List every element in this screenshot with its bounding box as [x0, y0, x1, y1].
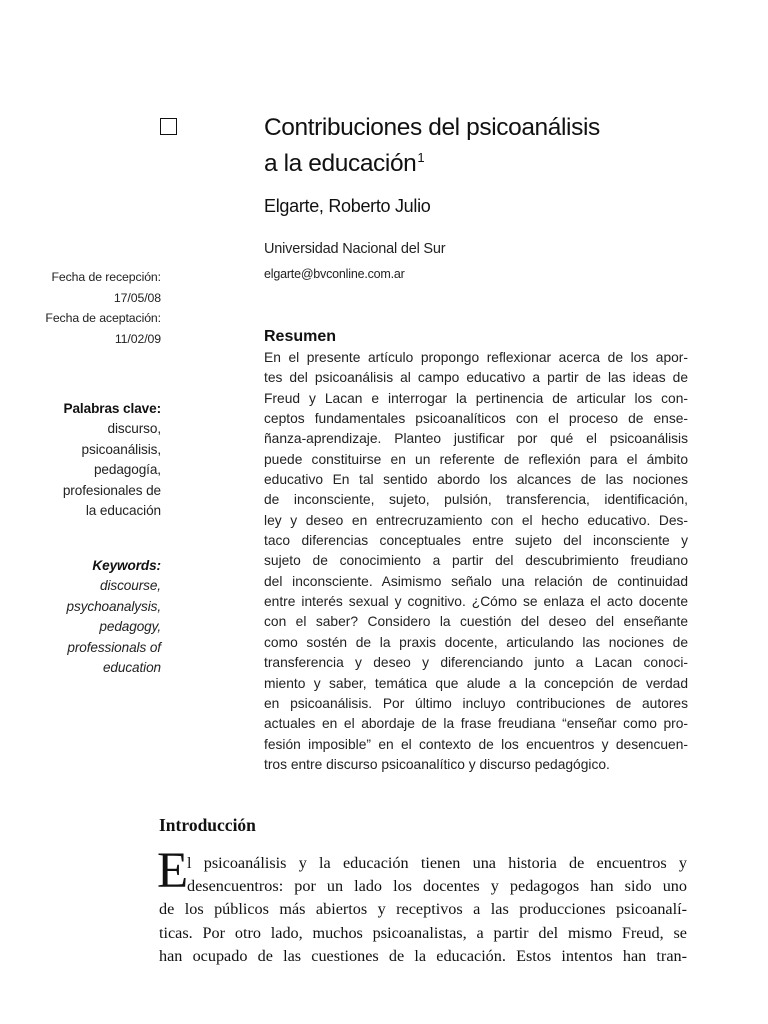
abstract-line: actuales en el abordaje de la frase freudiana “enseñar como pro-: [264, 716, 688, 732]
title-line-1: Contribuciones del psicoanálisis: [264, 114, 600, 141]
keyword-en: psychoanalysis,: [66, 598, 161, 614]
keywords-en-block: [20, 556, 161, 678]
keyword-es: discurso,: [107, 421, 161, 437]
abstract-line: con el saber? Considero la cuestión del deseo del enseñante: [264, 614, 688, 630]
abstract-line: sujeto de conocimiento a partir del descubrimiento freudiano: [264, 553, 688, 569]
keywords-es-heading: Palabras clave:: [63, 401, 161, 416]
abstract-line: entre interés sexual y cognitivo. ¿Cómo se enlaza el acto docente: [264, 594, 688, 610]
abstract-line: educativo En tal sentido abordo los alcances de las nociones: [264, 472, 688, 488]
title-footnote-marker[interactable]: 1: [417, 150, 425, 165]
abstract-body: [264, 348, 688, 775]
keyword-es: psicoanálisis,: [81, 441, 161, 457]
reception-date: 17/05/08: [113, 290, 161, 305]
abstract-line: puede constituirse en un referente de reflexión para el ámbito: [264, 451, 688, 467]
abstract-line: tros entre discurso psicoanalítico y discurso pedagógico.: [264, 756, 610, 772]
abstract-line: miento y saber, temática que alude a la concepción de verdad: [264, 675, 688, 691]
author-name: Elgarte, Roberto Julio: [264, 196, 431, 216]
intro-line: l psicoanálisis y la educación tienen una historia de encuentros y: [187, 854, 687, 872]
abstract-line: fesión imposible” en el contexto de los encuentros y desencuen-: [264, 736, 688, 752]
reception-label: Fecha de recepción:: [51, 270, 161, 284]
keywords-es-block: [20, 399, 161, 521]
acceptance-label: Fecha de aceptación:: [45, 311, 161, 325]
introduction-heading: Introducción: [159, 815, 256, 835]
abstract-line: transferencia y deseo y diferenciando junto a Lacan conoci-: [264, 655, 688, 671]
abstract-heading: Resumen: [264, 328, 337, 345]
intro-line: desencuentros: por un lado los docentes y pedagogos han sido uno: [187, 877, 687, 896]
checkbox-icon: [160, 118, 177, 135]
acceptance-date: 11/02/09: [114, 331, 161, 346]
abstract-line: ley y deseo en entrecruzamiento con el hecho educativo. Des-: [264, 512, 688, 528]
intro-line: ticas. Por otro lado, muchos psicoanalistas, a partir del mismo Freud, se: [159, 923, 687, 942]
keyword-es: profesionales de: [62, 482, 161, 498]
abstract-line: en psicoanálisis. Por último incluyo contribuciones de autores: [264, 695, 688, 711]
abstract-line: tes del psicoanálisis al campo educativo a partir de las ideas de: [264, 370, 688, 386]
keyword-en: education: [102, 660, 161, 676]
author-email[interactable]: elgarte@bvconline.com.ar: [264, 267, 405, 281]
drop-cap: E: [157, 843, 189, 899]
intro-line: de los públicos más abiertos y receptivos a las producciones psicoanalí-: [159, 900, 687, 919]
keyword-en: professionals of: [67, 639, 161, 655]
abstract-line: de inconsciente, sujeto, pulsión, transferencia, identificación,: [264, 492, 688, 508]
keyword-es: la educación: [85, 503, 161, 519]
abstract-line: como sostén de la praxis docente, articulando las nociones de: [264, 634, 688, 650]
abstract-line: ñanza-aprendizaje. Planteo justificar por qué el psicoanálisis: [264, 431, 688, 447]
article-title: [264, 113, 704, 179]
intro-line: han ocupado de las cuestiones de la educación. Estos intentos han tran-: [159, 946, 687, 965]
title-line-2: a la educación: [264, 150, 417, 177]
abstract-line: del inconsciente. Asimismo señalo una relación de continuidad: [264, 573, 688, 589]
keyword-es: pedagogía,: [93, 462, 161, 478]
abstract-line: taco diferencias conceptuales entre sujeto del inconsciente y: [264, 533, 688, 549]
affiliation: Universidad Nacional del Sur: [264, 241, 446, 257]
abstract-line: En el presente artículo propongo reflexionar acerca de los apor-: [264, 350, 688, 365]
dates-block: [20, 267, 161, 349]
keyword-en: discourse,: [100, 578, 161, 594]
keywords-en-heading: Keywords:: [92, 558, 161, 573]
keyword-en: pedagogy,: [99, 619, 161, 635]
abstract-line: ceptos fundamentales psicoanalíticos con el proceso de ense-: [264, 411, 688, 427]
introduction-body: [159, 852, 687, 968]
abstract-line: Freud y Lacan e interrogar la pertinencia de articular los con-: [264, 390, 688, 406]
